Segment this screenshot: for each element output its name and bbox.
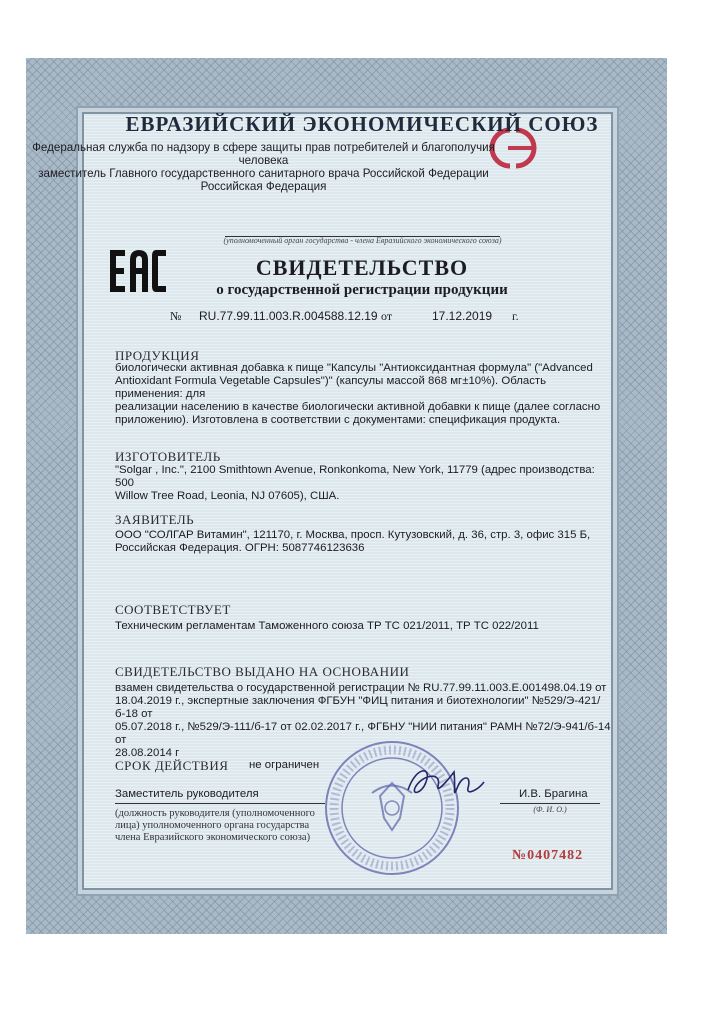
position-underline [115,803,325,804]
authority-caption: (уполномоченный орган государства - члена Евразийского экономического союза) [223,236,502,245]
signatory-name: И.В. Брагина [519,788,588,800]
official-seal-icon [322,738,462,878]
union-title: ЕВРАЗИЙСКИЙ ЭКОНОМИЧЕСКИЙ СОЮЗ [125,112,599,136]
certificate-title: СВИДЕТЕЛЬСТВО [255,255,469,280]
conformity-heading: СООТВЕТСТВУЕТ [115,602,231,617]
year-suffix: г. [512,309,519,323]
applicant-heading: ЗАЯВИТЕЛЬ [115,512,195,527]
name-underline [500,803,600,804]
certificate-subtitle: о государственной регистрации продукции [216,282,508,298]
date-from-label: от [381,309,393,323]
manufacturer-text [115,464,615,503]
conformity-line: Техническим регламентам Таможенного союза ТР ТС 021/2011, ТР ТС 022/2011 [115,620,539,632]
manufacturer-heading: ИЗГОТОВИТЕЛЬ [115,449,221,464]
product-heading: ПРОДУКЦИЯ [115,348,200,363]
handwritten-signature-icon [402,760,488,804]
name-caption: (Ф. И. О.) [533,805,567,814]
caption-line: (должность руководителя (уполномоченного [115,808,315,819]
position-caption [115,808,315,844]
authority-line-3: Российская Федерация [200,180,327,193]
validity-value: не ограничен [249,759,320,771]
product-line: приложению). Изготовлена в соответствии с документами: спецификация продукта. [115,414,561,426]
authority-line-1: Федеральная служба по надзору в сфере защиты прав потребителей и благополучия человека [32,141,495,167]
validity-heading: СРОК ДЕЙСТВИЯ [115,758,229,773]
basis-line: 18.04.2019 г., экспертные заключения ФГБУН "ФИЦ питания и биотехнологии" №529/Э-421/б-18 от [115,695,601,720]
caption-line: члена Евразийского экономического союза) [115,832,311,843]
applicant-line: Российская Федерация. ОГРН: 5087746123636 [115,542,365,554]
number-label: № [170,309,182,323]
basis-line: 28.08.2014 г [115,747,180,759]
manufacturer-line: "Solgar , Inc.", 2100 Smithtown Avenue, Ronkonkoma, New York, 11779 (адрес производства: 500 [115,464,595,489]
product-line: реализации населению в качестве биологически активной добавки к пище (далее согласно [115,401,601,413]
conformity-text [115,620,615,633]
basis-heading: СВИДЕТЕЛЬСТВО ВЫДАНО НА ОСНОВАНИИ [115,664,410,679]
applicant-line: ООО "СОЛГАР Витамин", 121170, г. Москва, просп. Кутузовский, д. 36, стр. 3, офис 315 Б, [115,529,591,541]
issuing-authority [8,141,519,193]
manufacturer-line: Willow Tree Road, Leonia, NJ 07605), США. [115,490,340,502]
caption-line: лица) уполномоченного органа государства [115,820,310,831]
basis-line: 05.07.2018 г., №529/Э-111/б-17 от 02.02.2017 г., ФГБНУ "НИИ питания" РАМН №72/Э-941/б-14 от [115,721,611,746]
product-line: биологически активная добавка к пище "Капсулы "Антиоксидантная формула" ("Advanced [115,362,593,374]
product-line: Antioxidant Formula Vegetable Capsules")" (капсулы массой 868 мг±10%). Область применения: для [115,375,547,400]
certificate-date: 17.12.2019 [432,309,493,323]
product-text [115,362,615,427]
authority-line-2: заместитель Главного государственного санитарного врача Российской Федерации [38,167,489,180]
certificate-number: RU.77.99.11.003.R.004588.12.19 [199,309,378,323]
form-serial-number: №0407482 [512,848,584,863]
signatory-position: Заместитель руководителя [115,788,259,800]
applicant-text [115,529,615,555]
basis-line: взамен свидетельства о государственной регистрации № RU.77.99.11.003.Е.001498.04.19 от [115,682,607,694]
